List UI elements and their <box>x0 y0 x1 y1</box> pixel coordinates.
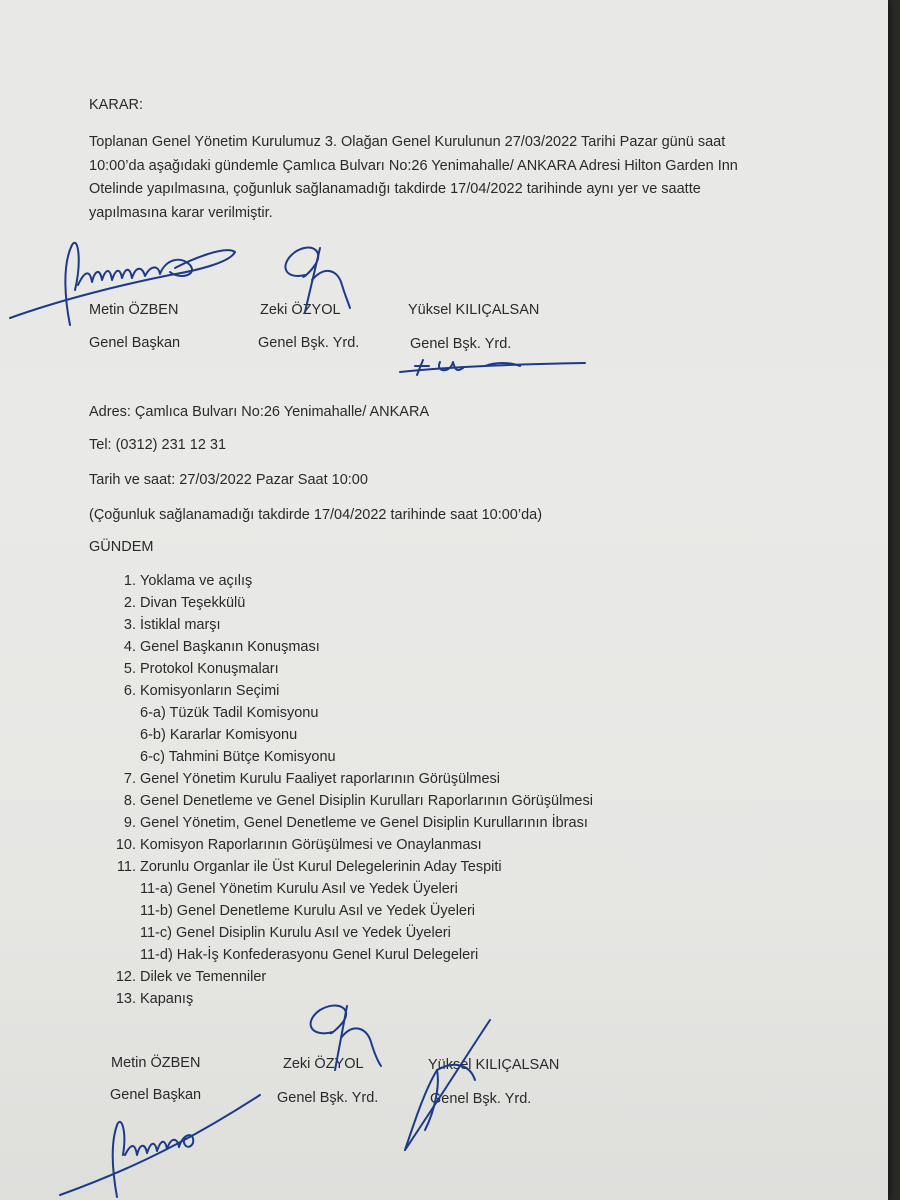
fallback-line: (Çoğunluk sağlanamadığı takdirde 17/04/2022 tarihinde saat 10:00’da) <box>89 507 543 523</box>
list-sub-item: 6-b) Kararlar Komisyonu <box>140 727 298 743</box>
signatory-title-vp1: Genel Bşk. Yrd. <box>258 335 360 351</box>
signatory-title-vp2-bottom: Genel Bşk. Yrd. <box>430 1091 532 1107</box>
list-sub-item: 6-c) Tahmini Bütçe Komisyonu <box>140 749 336 765</box>
signatory-title-vp1-bottom: Genel Bşk. Yrd. <box>277 1090 379 1106</box>
signatory-name-vp2-bottom: Yüksel KILIÇALSAN <box>428 1057 560 1073</box>
list-item: 1. Yoklama ve açılış <box>123 573 253 589</box>
list-item: 13. Kapanış <box>115 991 194 1007</box>
list-item: 11. Zorunlu Organlar ile Üst Kurul Delegelerinin Aday Tespiti <box>116 859 502 875</box>
signatory-name-president: Metin ÖZBEN <box>89 302 179 318</box>
signatory-name-vp2: Yüksel KILIÇALSAN <box>408 302 540 318</box>
list-sub-item: 11-c) Genel Disiplin Kurulu Asıl ve Yedek Üyeleri <box>140 925 451 941</box>
signature-yuksel-kilicalsan-bottom <box>395 1010 505 1155</box>
list-sub-item: 11-d) Hak-İş Konfederasyonu Genel Kurul Delegeleri <box>140 947 479 963</box>
signatory-title-vp2: Genel Bşk. Yrd. <box>410 336 512 352</box>
address-line: Adres: Çamlıca Bulvarı No:26 Yenimahalle/ ANKARA <box>89 404 430 420</box>
list-item: 8. Genel Denetleme ve Genel Disiplin Kurulları Raporlarının Görüşülmesi <box>123 793 593 809</box>
decision-line: 10:00’da aşağıdaki gündemle Çamlıca Bulvarı No:26 Yenimahalle/ ANKARA Adresi Hilton Garden Inn <box>89 157 738 174</box>
phone-line: Tel: (0312) 231 12 31 <box>89 437 227 453</box>
agenda-list <box>110 570 670 1010</box>
agenda-heading: GÜNDEM <box>89 539 154 555</box>
decision-line: Toplanan Genel Yönetim Kurulumuz 3. Olağan Genel Kurulunun 27/03/2022 Tarihi Pazar günü saat <box>89 134 726 150</box>
list-item: 10. Komisyon Raporlarının Görüşülmesi ve Onaylanması <box>115 837 482 853</box>
list-item: 9. Genel Yönetim, Genel Denetleme ve Genel Disiplin Kurullarının İbrası <box>123 815 588 831</box>
signatory-name-vp1-bottom: Zeki ÖZYOL <box>283 1056 364 1072</box>
decision-line: Otelinde yapılmasına, çoğunluk sağlanamadığı takdirde 17/04/2022 tarihinde aynı yer ve saatte <box>89 181 701 197</box>
list-item: 5. Protokol Konuşmaları <box>123 661 279 677</box>
list-sub-item: 11-a) Genel Yönetim Kurulu Asıl ve Yedek Üyeleri <box>140 881 458 897</box>
signatory-title-president-bottom: Genel Başkan <box>110 1087 202 1103</box>
list-item: 3. İstiklal marşı <box>123 617 221 633</box>
signatory-title-president: Genel Başkan <box>89 335 181 351</box>
list-item: 7. Genel Yönetim Kurulu Faaliyet raporlarının Görüşülmesi <box>123 771 500 787</box>
list-item: 12. Dilek ve Temenniler <box>115 969 267 985</box>
decision-line: yapılmasına karar verilmiştir. <box>89 204 273 221</box>
list-item: 4. Genel Başkanın Konuşması <box>123 639 320 655</box>
list-item: 2. Divan Teşekkülü <box>123 595 246 611</box>
signature-yuksel-kilicalsan-top <box>395 350 595 380</box>
signatory-name-vp1: Zeki ÖZYOL <box>260 302 341 318</box>
list-sub-item: 11-b) Genel Denetleme Kurulu Asıl ve Yedek Üyeleri <box>140 903 476 919</box>
decision-heading: KARAR: <box>89 97 143 113</box>
decision-paragraph <box>89 131 809 225</box>
datetime-line: Tarih ve saat: 27/03/2022 Pazar Saat 10:00 <box>89 472 368 488</box>
list-sub-item: 6-a) Tüzük Tadil Komisyonu <box>140 705 319 721</box>
list-item: 6. Komisyonların Seçimi <box>123 683 280 699</box>
signatory-name-president-bottom: Metin ÖZBEN <box>111 1055 201 1071</box>
